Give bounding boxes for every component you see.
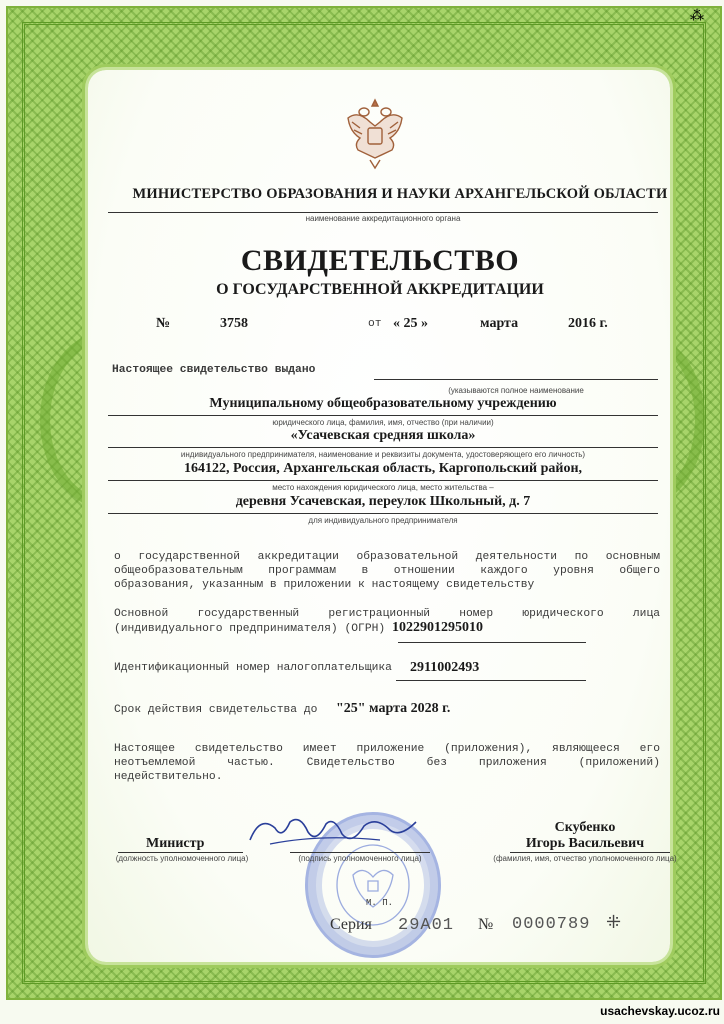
seal-place-label: М. П. — [366, 898, 394, 908]
form-number: 0000789 — [512, 915, 591, 934]
ministry-caption: наименование аккредитационного органа — [305, 214, 461, 223]
signatory-surname: Скубенко — [554, 820, 616, 835]
signature-caption: (подпись уполномоченного лица) — [298, 854, 422, 863]
organization-name-line: Муниципальному общеобразовательному учреждению — [209, 396, 557, 411]
corner-mark: ⁂ — [690, 9, 704, 24]
date-month: марта — [480, 316, 519, 331]
paragraph-line: образования, указанным в приложении к настоящему свидетельству — [114, 579, 535, 591]
issued-label: Настоящее свидетельство выдано — [112, 364, 316, 376]
school-name-line: «Усачевская средняя школа» — [290, 428, 476, 443]
ogrn-label-line — [114, 621, 660, 636]
ministry-name: МИНИСТЕРСТВО ОБРАЗОВАНИЯ И НАУКИ АРХАНГЕЛЬСКОЙ ОБЛАСТИ — [132, 186, 668, 202]
position-underline — [118, 852, 243, 853]
date-year: 2016 г. — [568, 316, 608, 331]
certificate-subtitle: О ГОСУДАРСТВЕННОЙ АККРЕДИТАЦИИ — [216, 281, 544, 298]
issued-line-4 — [108, 513, 658, 514]
website-watermark: usachevskay.ucoz.ru — [600, 1004, 720, 1018]
series-ornament-mark: ⁜ — [606, 912, 622, 932]
name-caption: (фамилия, имя, отчество уполномоченного лица) — [493, 854, 677, 863]
signature-underline — [290, 852, 430, 853]
issued-caption-2: юридического лица, фамилия, имя, отчество (при наличии) — [272, 418, 494, 427]
certificate-number: 3758 — [220, 316, 248, 331]
signatory-position: Министр — [146, 836, 205, 851]
ministry-underline — [108, 212, 658, 213]
validity-label: Срок действия свидетельства до — [114, 704, 318, 716]
paragraph-line: неотъемлемой частью. Свидетельство без приложения (приложений) — [114, 757, 660, 769]
paragraph-line: недействительно. — [114, 771, 223, 783]
paragraph-line: о государственной аккредитации образовательной деятельности по основным — [114, 551, 660, 563]
issued-line-0 — [374, 379, 658, 380]
ogrn-value: 1022901295010 — [391, 620, 483, 635]
name-underline — [510, 852, 670, 853]
issued-caption-4: место нахождения юридического лица, место жительства – — [272, 483, 494, 492]
paragraph-line: Настоящее свидетельство имеет приложение (приложения), являющееся его — [114, 743, 660, 755]
signatory-given-names: Игорь Васильевич — [525, 836, 645, 851]
ogrn-label-line: Основной государственный регистрационный номер юридического лица — [114, 608, 660, 620]
issued-caption-1: (указываются полное наименование — [448, 386, 584, 395]
number-label: № — [156, 316, 171, 331]
issued-caption-5: для индивидуального предпринимателя — [308, 516, 458, 525]
inn-value: 2911002493 — [410, 660, 480, 675]
accreditation-paragraph — [114, 550, 660, 592]
issued-line-3 — [108, 480, 658, 481]
validity-value: "25" марта 2028 г. — [336, 701, 451, 716]
ogrn-label: (индивидуального предпринимателя) (ОГРН) — [114, 623, 386, 635]
inn-label: Идентификационный номер налогоплательщика — [114, 662, 392, 674]
handwritten-signature — [230, 810, 420, 855]
date-day: « 25 » — [393, 316, 428, 331]
date-from-label: от — [368, 318, 382, 330]
inn-underline — [396, 680, 586, 681]
series-value: 29А01 — [398, 916, 455, 935]
issued-line-2 — [108, 447, 658, 448]
issued-line-1 — [108, 415, 658, 416]
form-number-label: № — [478, 916, 494, 933]
address-line-1: 164122, Россия, Архангельская область, Каргопольский район, — [183, 461, 583, 476]
series-label: Серия — [330, 916, 372, 933]
double-headed-eagle-emblem-icon — [340, 92, 410, 172]
appendix-paragraph — [114, 742, 660, 784]
paragraph-line: общеобразовательным программам в отношении каждого уровня общего — [114, 565, 660, 577]
ogrn-underline — [398, 642, 586, 643]
certificate-title: СВИДЕТЕЛЬСТВО — [240, 244, 520, 277]
ogrn-block — [114, 607, 660, 636]
address-line-2: деревня Усачевская, переулок Школьный, д. 7 — [235, 494, 531, 509]
position-caption: (должность уполномоченного лица) — [115, 854, 249, 863]
issued-caption-3: индивидуального предпринимателя, наименование и реквизиты документа, удостоверяющего его личность) — [180, 450, 586, 459]
